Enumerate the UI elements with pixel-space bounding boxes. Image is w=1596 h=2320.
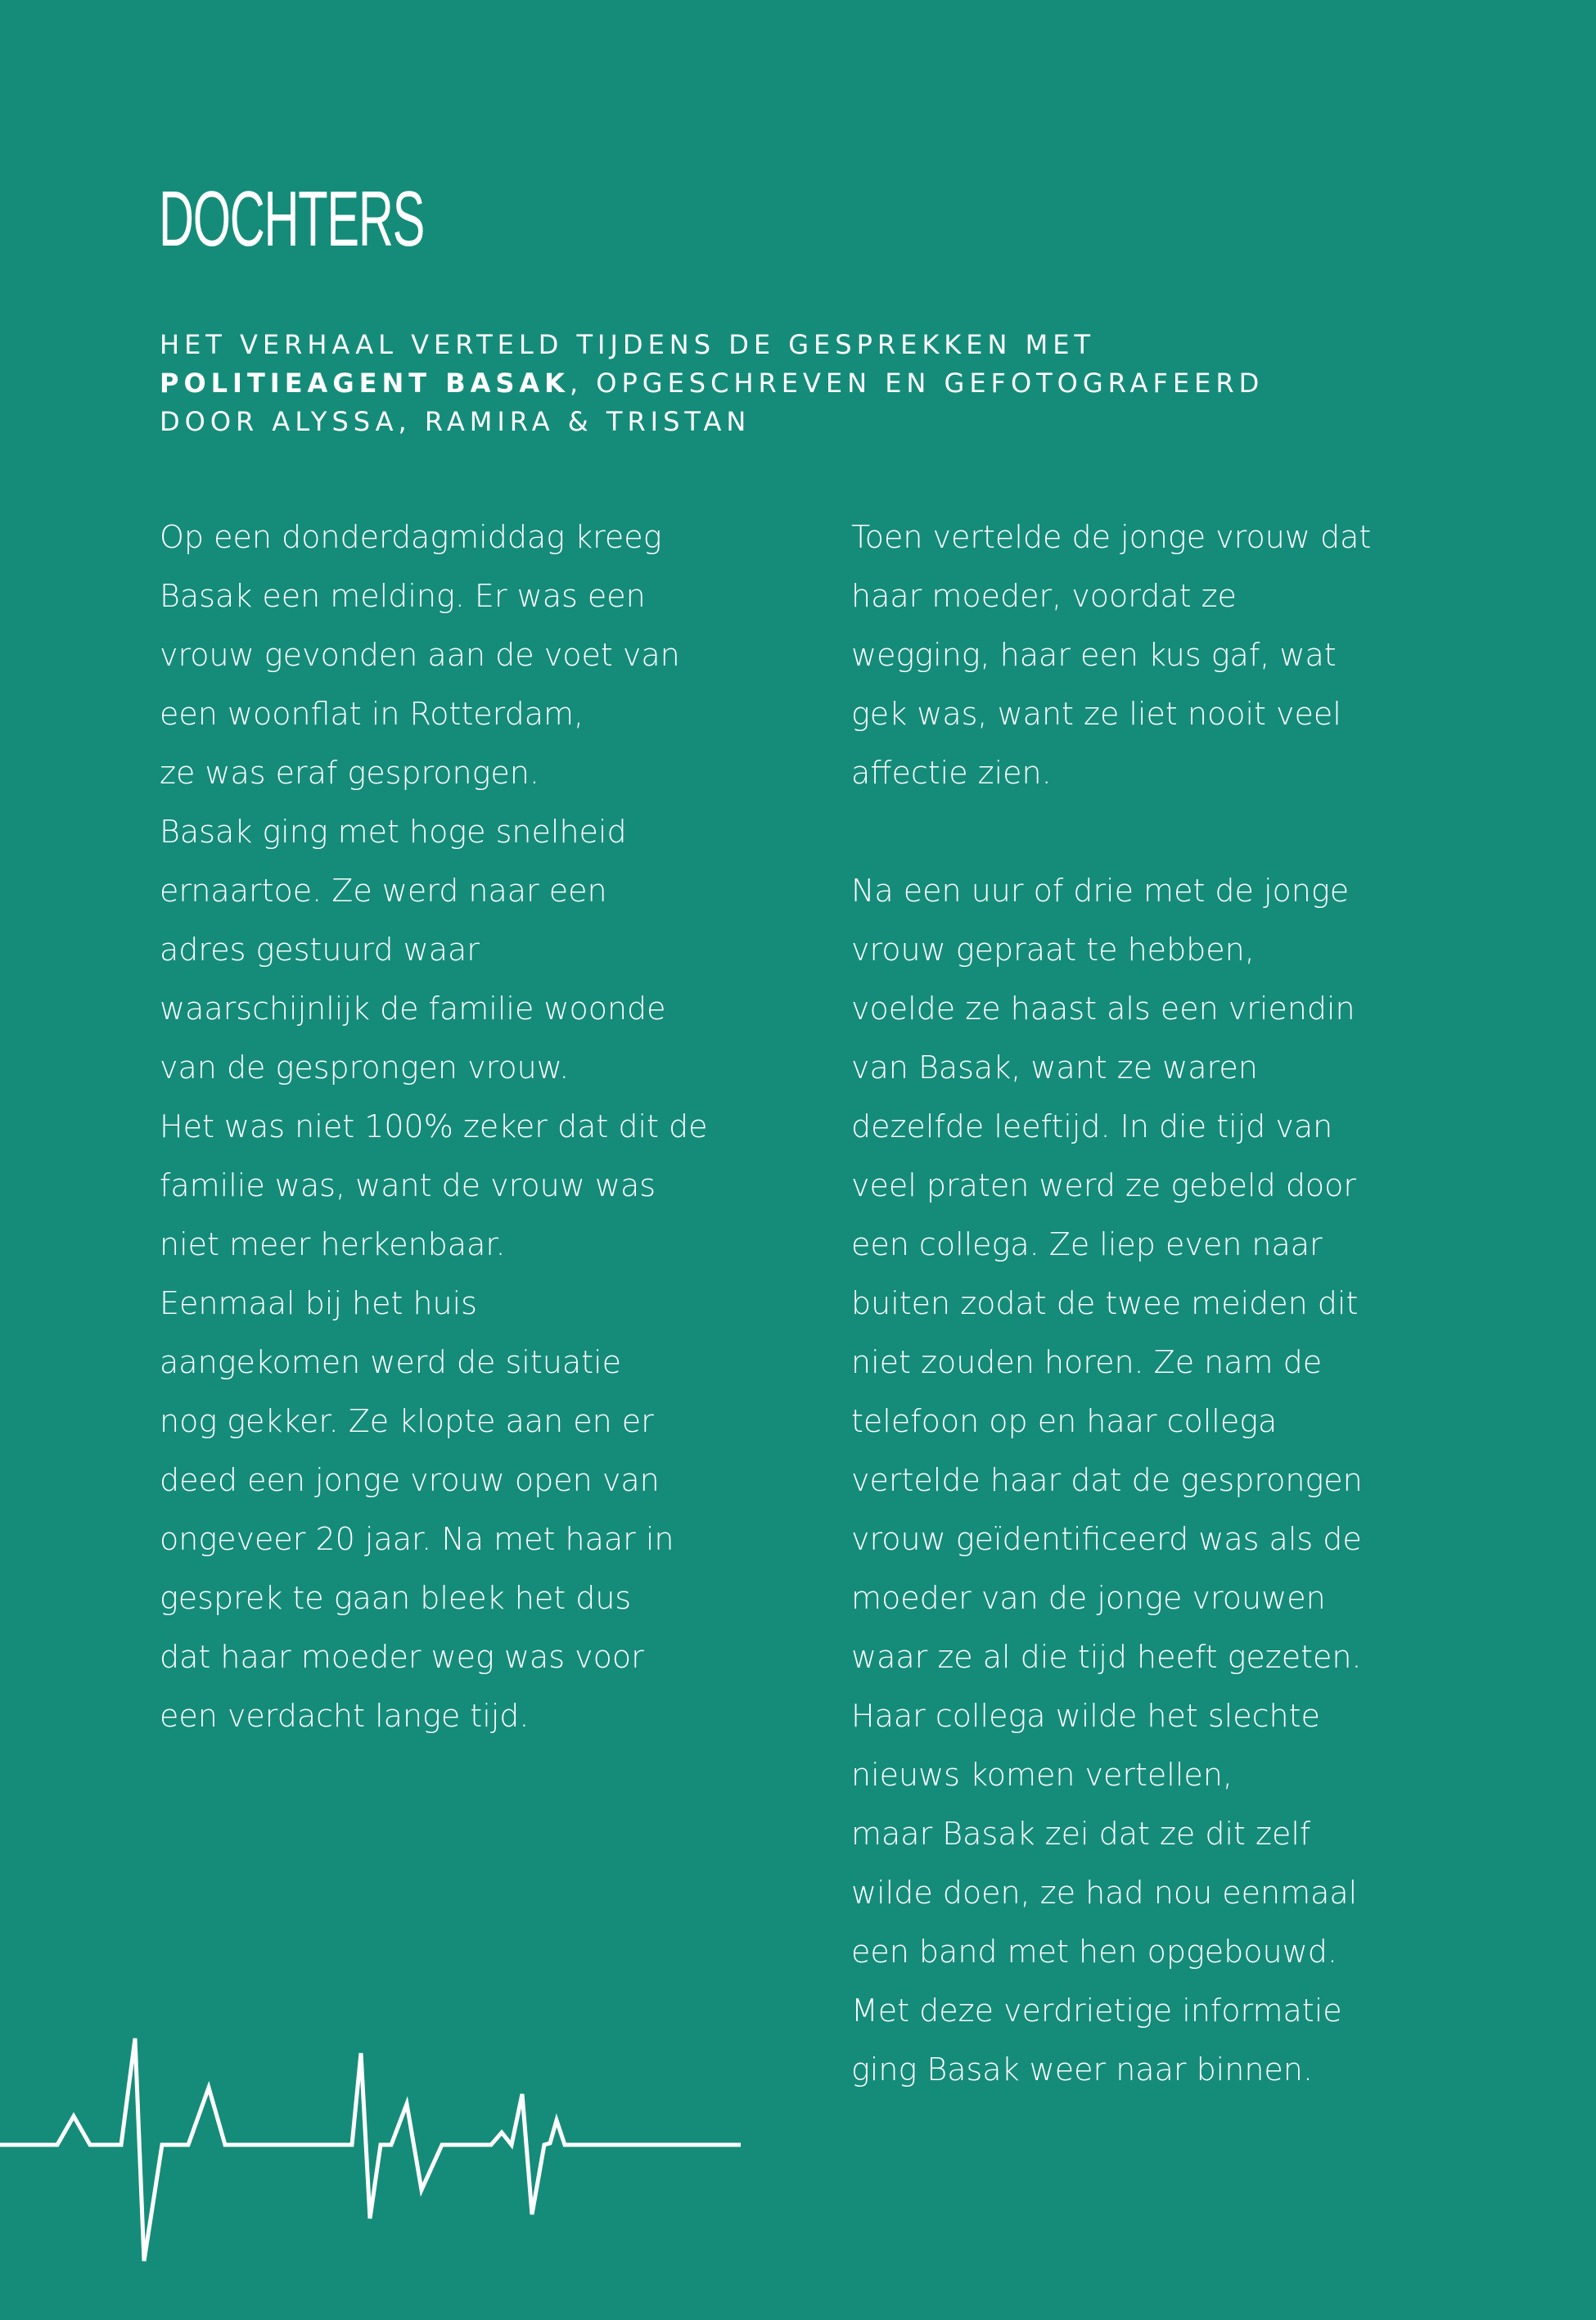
text-line: vertelde haar dat de gesprongen (851, 1462, 1363, 1498)
text-line: maar Basak zei dat ze dit zelf (851, 1816, 1311, 1852)
text-line: Het was niet 100% zeker dat dit de (160, 1108, 708, 1144)
subtitle-line-1: HET VERHAAL VERTELD TIJDENS DE GESPREKKEN MET (160, 329, 1095, 360)
subtitle-line-2 (160, 364, 1486, 403)
text-line: nieuws komen vertellen, (851, 1757, 1233, 1793)
text-line: haar moeder, voordat ze (851, 578, 1237, 614)
text-line: gek was, want ze liet nooit veel (851, 696, 1341, 732)
story-right-column (851, 508, 1498, 2099)
text-line: een collega. Ze liep even naar (851, 1226, 1323, 1262)
paragraph-gap (851, 802, 1498, 861)
text-line: waar ze al die tijd heeft gezeten. (851, 1639, 1362, 1675)
text-line: Op een donderdagmiddag kreeg (160, 519, 662, 555)
text-line: van de gesprongen vrouw. (160, 1049, 570, 1086)
text-line: moeder van de jonge vrouwen (851, 1580, 1326, 1616)
text-line: voelde ze haast als een vriendin (851, 991, 1355, 1027)
text-line: adres gestuurd waar (160, 932, 480, 968)
text-line: affectie zien. (851, 755, 1052, 791)
text-line: Haar collega wilde het slechte (851, 1698, 1320, 1734)
text-line: telefoon op en haar collega (851, 1403, 1278, 1439)
text-line: waarschijnlijk de familie woonde (160, 991, 666, 1027)
text-line: wilde doen, ze had nou eenmaal (851, 1875, 1358, 1911)
text-line: familie was, want de vrouw was (160, 1167, 656, 1203)
text-line: wegging, haar een kus gaf, wat (851, 637, 1337, 673)
text-line: Na een uur of drie met de jonge (851, 873, 1350, 909)
subtitle (160, 326, 1486, 441)
text-line: gesprek te gaan bleek het dus (160, 1580, 632, 1616)
text-line: een band met hen opgebouwd. (851, 1934, 1337, 1970)
text-line: veel praten werd ze gebeld door (851, 1167, 1357, 1203)
subtitle-line-2-rest: , OPGESCHREVEN EN GEFOTOGRAFEERD (569, 368, 1265, 399)
page-title: DOCHTERS (159, 175, 425, 263)
text-line: niet meer herkenbaar. (160, 1226, 506, 1262)
text-line: Basak een melding. Er was een (160, 578, 646, 614)
text-line: dat haar moeder weg was voor (160, 1639, 644, 1675)
text-line: dezelfde leeftijd. In die tijd van (851, 1108, 1333, 1144)
text-line: Toen vertelde de jonge vrouw dat (851, 519, 1372, 555)
text-line: nog gekker. Ze klopte aan en er (160, 1403, 654, 1439)
text-line: niet zouden horen. Ze nam de (851, 1344, 1323, 1380)
text-line: vrouw gepraat te hebben, (851, 932, 1255, 968)
text-line: ze was eraf gesprongen. (160, 755, 539, 791)
text-line: ging Basak weer naar binnen. (851, 2051, 1313, 2088)
text-line: buiten zodat de twee meiden dit (851, 1285, 1359, 1321)
text-line: ongeveer 20 jaar. Na met haar in (160, 1521, 674, 1557)
text-line: ernaartoe. Ze werd naar een (160, 873, 607, 909)
text-line: Met deze verdrietige informatie (851, 1993, 1342, 2029)
text-line: Basak ging met hoge snelheid (160, 814, 627, 850)
text-line: vrouw geïdentificeerd was als de (851, 1521, 1362, 1557)
text-line: van Basak, want ze waren (851, 1049, 1258, 1086)
story-left-column (160, 508, 782, 1745)
subtitle-line-3: DOOR ALYSSA, RAMIRA & TRISTAN (160, 406, 751, 437)
text-line: Eenmaal bij het huis (160, 1285, 477, 1321)
text-line: deed een jonge vrouw open van (160, 1462, 660, 1498)
text-line: een verdacht lange tijd. (160, 1698, 530, 1734)
heartbeat-line-icon (0, 2022, 753, 2268)
subtitle-author-name: POLITIEAGENT BASAK (160, 368, 570, 399)
text-line: een woonflat in Rotterdam, (160, 696, 584, 732)
text-line: aangekomen werd de situatie (160, 1344, 621, 1380)
text-line: vrouw gevonden aan de voet van (160, 637, 680, 673)
